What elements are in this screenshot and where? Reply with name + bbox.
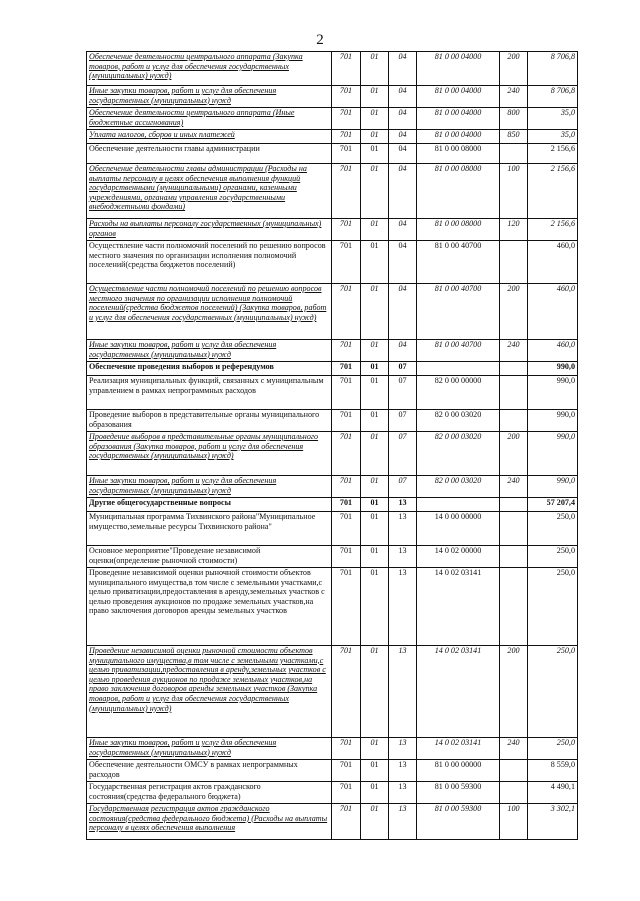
row-target-article-cell: 81 0 00 00000 <box>417 760 500 782</box>
row-target-article-cell: 82 0 00 00000 <box>417 376 500 410</box>
row-name-cell: Проведение выборов в представительные органы муниципального образования (Закупка товаров, работ и услуг для обеспечения государственных (муниципальных) нужд) <box>87 432 332 476</box>
row-subsection-cell: 04 <box>389 219 417 241</box>
row-subsection-cell: 07 <box>389 362 417 376</box>
row-expense-type-cell: 240 <box>500 340 528 362</box>
row-name-cell: Основное мероприятие"Проведение независимой оценки(определение рыночной стоимости) <box>87 546 332 568</box>
row-subsection-cell: 13 <box>389 738 417 760</box>
row-name-cell: Проведение независимой оценки рыночной стоимости объектов муниципального имущества,в том числе с земельными участками,с целью приватизации,предоставления в аренду,земельных участков с целью проведения аукционов по продаже земельных участков,на право заключения договоров аренды земельных участков (Закупка товаров, работ и услуг для обеспечения государственных (муниципальных) нужд) <box>87 646 332 738</box>
row-name-cell: Осуществление части полномочий поселений по решению вопросов местного значения по организации исполнения полномочий поселений(средства бюджетов поселений) <box>87 241 332 284</box>
row-amount-cell: 460,0 <box>528 284 578 340</box>
table-row <box>87 804 578 840</box>
row-subsection-cell: 13 <box>389 568 417 646</box>
row-amount-cell: 8 706,8 <box>528 52 578 86</box>
row-expense-type-cell <box>500 410 528 432</box>
row-section-cell: 01 <box>361 108 389 130</box>
row-section-cell: 01 <box>361 738 389 760</box>
row-grbs-cell: 701 <box>332 568 361 646</box>
table-row <box>87 284 578 340</box>
row-target-article-cell: 81 0 00 04000 <box>417 86 500 108</box>
row-subsection-cell: 04 <box>389 284 417 340</box>
row-grbs-cell: 701 <box>332 164 361 219</box>
row-amount-cell: 250,0 <box>528 568 578 646</box>
row-name-cell: Иные закупки товаров, работ и услуг для обеспечения государственных (муниципальных) нужд <box>87 476 332 498</box>
row-name-cell: Расходы на выплаты персоналу государственных (муниципальных) органов <box>87 219 332 241</box>
row-subsection-cell: 13 <box>389 782 417 804</box>
row-target-article-cell: 81 0 00 59300 <box>417 804 500 840</box>
row-subsection-cell: 07 <box>389 410 417 432</box>
row-section-cell: 01 <box>361 52 389 86</box>
row-grbs-cell: 701 <box>332 130 361 144</box>
row-subsection-cell: 04 <box>389 340 417 362</box>
row-target-article-cell: 81 0 00 04000 <box>417 108 500 130</box>
row-name-cell: Обеспечение деятельности главы администрации <box>87 144 332 164</box>
row-grbs-cell: 701 <box>332 284 361 340</box>
row-amount-cell: 3 302,1 <box>528 804 578 840</box>
row-subsection-cell: 04 <box>389 52 417 86</box>
row-grbs-cell: 701 <box>332 340 361 362</box>
row-expense-type-cell <box>500 498 528 512</box>
row-amount-cell: 250,0 <box>528 646 578 738</box>
table-row <box>87 130 578 144</box>
row-expense-type-cell: 100 <box>500 804 528 840</box>
row-subsection-cell: 13 <box>389 646 417 738</box>
row-name-cell: Обеспечение деятельности ОМСУ в рамках непрограммных расходов <box>87 760 332 782</box>
row-subsection-cell: 04 <box>389 144 417 164</box>
row-section-cell: 01 <box>361 362 389 376</box>
row-grbs-cell: 701 <box>332 760 361 782</box>
row-target-article-cell: 81 0 00 40700 <box>417 340 500 362</box>
row-expense-type-cell: 200 <box>500 52 528 86</box>
row-name-cell: Другие общегосударственные вопросы <box>87 498 332 512</box>
row-subsection-cell: 13 <box>389 498 417 512</box>
row-target-article-cell: 81 0 00 59300 <box>417 782 500 804</box>
row-grbs-cell: 701 <box>332 219 361 241</box>
row-amount-cell: 8 559,0 <box>528 760 578 782</box>
row-name-cell: Муниципальная программа Тихвинского района"Муниципальное имущество,земельные ресурсы Тихвинского района" <box>87 512 332 546</box>
row-subsection-cell: 13 <box>389 546 417 568</box>
row-expense-type-cell: 200 <box>500 432 528 476</box>
page-number: 2 <box>316 32 324 48</box>
row-expense-type-cell <box>500 241 528 284</box>
row-section-cell: 01 <box>361 410 389 432</box>
row-subsection-cell: 07 <box>389 432 417 476</box>
row-amount-cell: 35,0 <box>528 108 578 130</box>
table-row <box>87 376 578 410</box>
row-expense-type-cell <box>500 546 528 568</box>
row-name-cell: Иные закупки товаров, работ и услуг для обеспечения государственных (муниципальных) нужд <box>87 340 332 362</box>
row-section-cell: 01 <box>361 284 389 340</box>
row-section-cell: 01 <box>361 432 389 476</box>
row-target-article-cell: 82 0 00 03020 <box>417 476 500 498</box>
row-target-article-cell: 81 0 00 04000 <box>417 52 500 86</box>
table-row <box>87 512 578 546</box>
row-amount-cell: 57 207,4 <box>528 498 578 512</box>
row-grbs-cell: 701 <box>332 86 361 108</box>
table-row <box>87 432 578 476</box>
row-grbs-cell: 701 <box>332 52 361 86</box>
row-name-cell: Проведение независимой оценки рыночной стоимости объектов муниципального имущества,в том числе с земельными участками,с целью приватизации,предоставления в аренду,земельных участков с целью проведения аукционов по продаже земельных участков,на право заключения договоров аренды земельных участков <box>87 568 332 646</box>
row-grbs-cell: 701 <box>332 108 361 130</box>
row-section-cell: 01 <box>361 546 389 568</box>
budget-table-body <box>87 52 578 840</box>
row-target-article-cell: 14 0 02 03141 <box>417 738 500 760</box>
row-amount-cell: 2 156,6 <box>528 144 578 164</box>
row-target-article-cell: 81 0 00 08000 <box>417 164 500 219</box>
row-name-cell: Иные закупки товаров, работ и услуг для обеспечения государственных (муниципальных) нужд <box>87 738 332 760</box>
table-row <box>87 498 578 512</box>
row-section-cell: 01 <box>361 340 389 362</box>
row-target-article-cell: 81 0 00 40700 <box>417 241 500 284</box>
row-section-cell: 01 <box>361 804 389 840</box>
row-target-article-cell <box>417 498 500 512</box>
row-amount-cell: 2 156,6 <box>528 219 578 241</box>
table-row <box>87 241 578 284</box>
row-amount-cell: 990,0 <box>528 410 578 432</box>
row-subsection-cell: 04 <box>389 164 417 219</box>
row-section-cell: 01 <box>361 241 389 284</box>
row-amount-cell: 4 490,1 <box>528 782 578 804</box>
row-grbs-cell: 701 <box>332 498 361 512</box>
row-expense-type-cell: 800 <box>500 108 528 130</box>
row-grbs-cell: 701 <box>332 546 361 568</box>
row-subsection-cell: 04 <box>389 86 417 108</box>
row-expense-type-cell <box>500 144 528 164</box>
row-grbs-cell: 701 <box>332 782 361 804</box>
table-row <box>87 476 578 498</box>
row-section-cell: 01 <box>361 568 389 646</box>
row-name-cell: Государственная регистрация актов гражданского состояния(средства федерального бюджета) <box>87 782 332 804</box>
row-section-cell: 01 <box>361 782 389 804</box>
row-section-cell: 01 <box>361 86 389 108</box>
table-row <box>87 760 578 782</box>
row-target-article-cell: 14 0 02 03141 <box>417 646 500 738</box>
row-amount-cell: 2 156,6 <box>528 164 578 219</box>
table-row <box>87 340 578 362</box>
row-expense-type-cell <box>500 782 528 804</box>
row-name-cell: Уплата налогов, сборов и иных платежей <box>87 130 332 144</box>
row-expense-type-cell: 240 <box>500 476 528 498</box>
row-subsection-cell: 13 <box>389 804 417 840</box>
row-amount-cell: 8 706,8 <box>528 86 578 108</box>
row-name-cell: Проведение выборов в представительные органы муниципального образования <box>87 410 332 432</box>
row-expense-type-cell: 200 <box>500 646 528 738</box>
row-expense-type-cell <box>500 568 528 646</box>
row-target-article-cell <box>417 362 500 376</box>
table-row <box>87 646 578 738</box>
row-section-cell: 01 <box>361 219 389 241</box>
row-amount-cell: 990,0 <box>528 376 578 410</box>
row-name-cell: Обеспечение деятельности центрального аппарата (Иные бюджетные ассигнования) <box>87 108 332 130</box>
row-amount-cell: 250,0 <box>528 738 578 760</box>
row-target-article-cell: 82 0 00 03020 <box>417 432 500 476</box>
row-subsection-cell: 04 <box>389 108 417 130</box>
row-grbs-cell: 701 <box>332 144 361 164</box>
row-amount-cell: 990,0 <box>528 476 578 498</box>
row-target-article-cell: 81 0 00 40700 <box>417 284 500 340</box>
row-grbs-cell: 701 <box>332 241 361 284</box>
row-section-cell: 01 <box>361 760 389 782</box>
row-section-cell: 01 <box>361 498 389 512</box>
row-section-cell: 01 <box>361 476 389 498</box>
row-section-cell: 01 <box>361 512 389 546</box>
row-name-cell: Обеспечение деятельности главы администрации (Расходы на выплаты персоналу в целях обеспечения выполнения функций государственными (муниципальными) органами, казенными учреждениями, органами управления государственными внебюджетными фондами) <box>87 164 332 219</box>
row-subsection-cell: 04 <box>389 241 417 284</box>
row-subsection-cell: 04 <box>389 130 417 144</box>
table-row <box>87 546 578 568</box>
table-row <box>87 164 578 219</box>
row-target-article-cell: 82 0 00 03020 <box>417 410 500 432</box>
row-name-cell: Реализация муниципальных функций, связанных с муниципальным управлением в рамках непрограммных расходов <box>87 376 332 410</box>
table-row <box>87 144 578 164</box>
row-name-cell: Осуществление части полномочий поселений по решению вопросов местного значения по организации исполнения полномочий поселений(средства бюджетов поселений) (Закупка товаров, работ и услуг для обеспечения государственных (муниципальных) нужд) <box>87 284 332 340</box>
row-target-article-cell: 14 0 02 03141 <box>417 568 500 646</box>
row-name-cell: Государственная регистрация актов гражданского состояния(средства федерального бюджета) (Расходы на выплаты персоналу в целях обеспечения выполнения <box>87 804 332 840</box>
row-amount-cell: 990,0 <box>528 362 578 376</box>
table-row <box>87 782 578 804</box>
row-amount-cell: 460,0 <box>528 340 578 362</box>
row-expense-type-cell <box>500 512 528 546</box>
row-expense-type-cell: 120 <box>500 219 528 241</box>
row-section-cell: 01 <box>361 376 389 410</box>
row-amount-cell: 250,0 <box>528 546 578 568</box>
row-grbs-cell: 701 <box>332 646 361 738</box>
row-target-article-cell: 14 0 00 00000 <box>417 512 500 546</box>
row-target-article-cell: 81 0 00 08000 <box>417 144 500 164</box>
row-expense-type-cell <box>500 376 528 410</box>
row-subsection-cell: 07 <box>389 476 417 498</box>
table-row <box>87 568 578 646</box>
row-section-cell: 01 <box>361 646 389 738</box>
row-subsection-cell: 13 <box>389 760 417 782</box>
row-amount-cell: 35,0 <box>528 130 578 144</box>
row-name-cell: Иные закупки товаров, работ и услуг для обеспечения государственных (муниципальных) нужд <box>87 86 332 108</box>
row-amount-cell: 250,0 <box>528 512 578 546</box>
row-section-cell: 01 <box>361 144 389 164</box>
row-grbs-cell: 701 <box>332 512 361 546</box>
row-expense-type-cell: 240 <box>500 738 528 760</box>
row-target-article-cell: 81 0 00 08000 <box>417 219 500 241</box>
row-subsection-cell: 07 <box>389 376 417 410</box>
row-expense-type-cell: 850 <box>500 130 528 144</box>
row-grbs-cell: 701 <box>332 362 361 376</box>
row-amount-cell: 990,0 <box>528 432 578 476</box>
row-expense-type-cell <box>500 760 528 782</box>
row-expense-type-cell: 200 <box>500 284 528 340</box>
row-grbs-cell: 701 <box>332 738 361 760</box>
table-row <box>87 52 578 86</box>
row-grbs-cell: 701 <box>332 376 361 410</box>
row-expense-type-cell <box>500 362 528 376</box>
row-grbs-cell: 701 <box>332 410 361 432</box>
row-section-cell: 01 <box>361 164 389 219</box>
table-row <box>87 362 578 376</box>
row-amount-cell: 460,0 <box>528 241 578 284</box>
row-name-cell: Обеспечение проведения выборов и референдумов <box>87 362 332 376</box>
table-row <box>87 410 578 432</box>
budget-table <box>86 51 578 840</box>
row-subsection-cell: 13 <box>389 512 417 546</box>
row-target-article-cell: 14 0 02 00000 <box>417 546 500 568</box>
row-grbs-cell: 701 <box>332 804 361 840</box>
table-row <box>87 86 578 108</box>
row-section-cell: 01 <box>361 130 389 144</box>
table-row <box>87 108 578 130</box>
row-expense-type-cell: 100 <box>500 164 528 219</box>
row-grbs-cell: 701 <box>332 432 361 476</box>
row-name-cell: Обеспечение деятельности центрального аппарата (Закупка товаров, работ и услуг для обеспечения государственных (муниципальных) нужд) <box>87 52 332 86</box>
table-row <box>87 219 578 241</box>
row-target-article-cell: 81 0 00 04000 <box>417 130 500 144</box>
table-row <box>87 738 578 760</box>
row-grbs-cell: 701 <box>332 476 361 498</box>
row-expense-type-cell: 240 <box>500 86 528 108</box>
